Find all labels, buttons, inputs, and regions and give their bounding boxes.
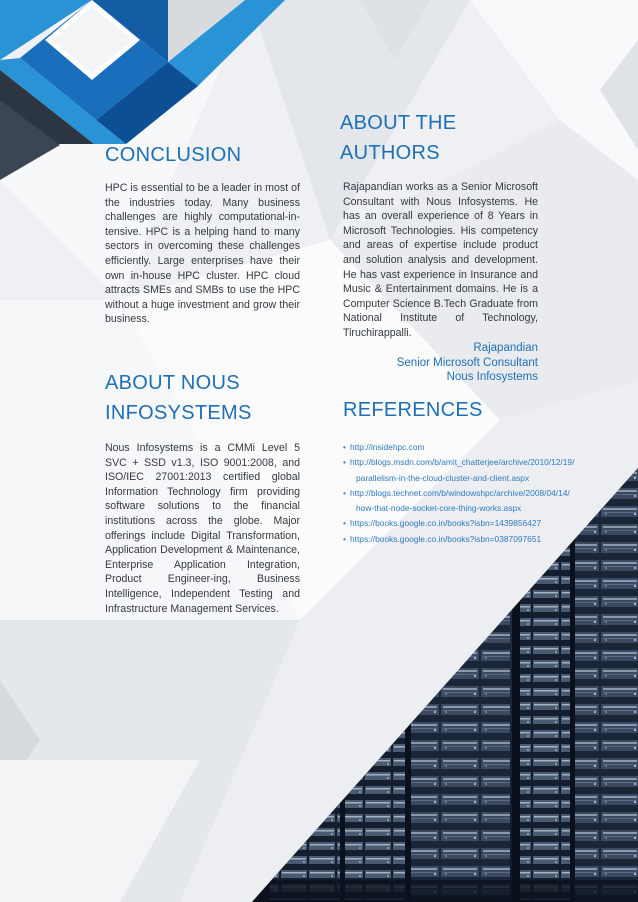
conclusion-body: HPC is essential to be a leader in most of the industries today. Many business challenges are highly computational-in-tensive. HPC is a helping hand to many sectors in overcoming these challenges efficiently. Large enterprises have their own in-house HPC cluster. HPC cloud attracts SMEs and SMBs to use the HPC without a huge investment and grow their business. xyxy=(105,182,300,326)
author-title: Senior Microsoft Consultant xyxy=(396,356,538,369)
conclusion-heading: CONCLUSION xyxy=(105,144,242,166)
about-authors-heading-line2: AUTHORS xyxy=(340,142,440,164)
reference-link[interactable]: • http://blogs.msdn.com/b/amit_chatterjee/archive/2010/12/19/ parallelism-in-the-cloud-cluster-and-client.aspx xyxy=(343,455,603,486)
about-nous-heading-line2: INFOSYSTEMS xyxy=(105,402,252,424)
author-name: Rajapandian xyxy=(473,342,538,354)
reference-link[interactable]: • http://insidehpc.com xyxy=(343,440,603,455)
references-list xyxy=(343,440,603,547)
references-heading: REFERENCES xyxy=(343,399,483,421)
reference-link[interactable]: • https://books.google.co.in/books?isbn=1439856427 xyxy=(343,516,603,531)
about-nous-body: Nous Infosystems is a CMMi Level 5 SVC + SSD v1.3, ISO 9001:2008, and ISO/IEC 27001:2013 certified global Information Technology firm providing software solutions to the financial institutions across the globe. Major offerings include Digital Transformation, Application Development & Maintenance, Enterprise Application Integration, Product Engineer-ing, Business Intelligence, Independent Testing and Infrastructure Management Services. xyxy=(105,442,300,615)
author-signature xyxy=(397,341,538,385)
reference-link[interactable]: • https://books.google.co.in/books?isbn=0387097651 xyxy=(343,532,603,547)
about-nous-heading-line1: ABOUT NOUS xyxy=(105,372,240,394)
reference-link[interactable]: • http://blogs.technet.com/b/windowshpc/archive/2008/04/14/ how-that-node-socket-core-thing-works.aspx xyxy=(343,486,603,517)
about-authors-heading-line1: ABOUT THE xyxy=(340,112,457,134)
about-authors-body: Rajapandian works as a Senior Microsoft Consultant with Nous Infosystems. He has an overall experience of 8 Years in Microsoft Technologies. His competency and areas of expertise include product and solution analysis and development. He has vast experience in Insurance and Music & Entertainment domains. He is a Computer Science B.Tech Graduate from National Institute of Technology, Tiruchirappalli. xyxy=(343,181,538,339)
author-company: Nous Infosystems xyxy=(446,371,538,383)
